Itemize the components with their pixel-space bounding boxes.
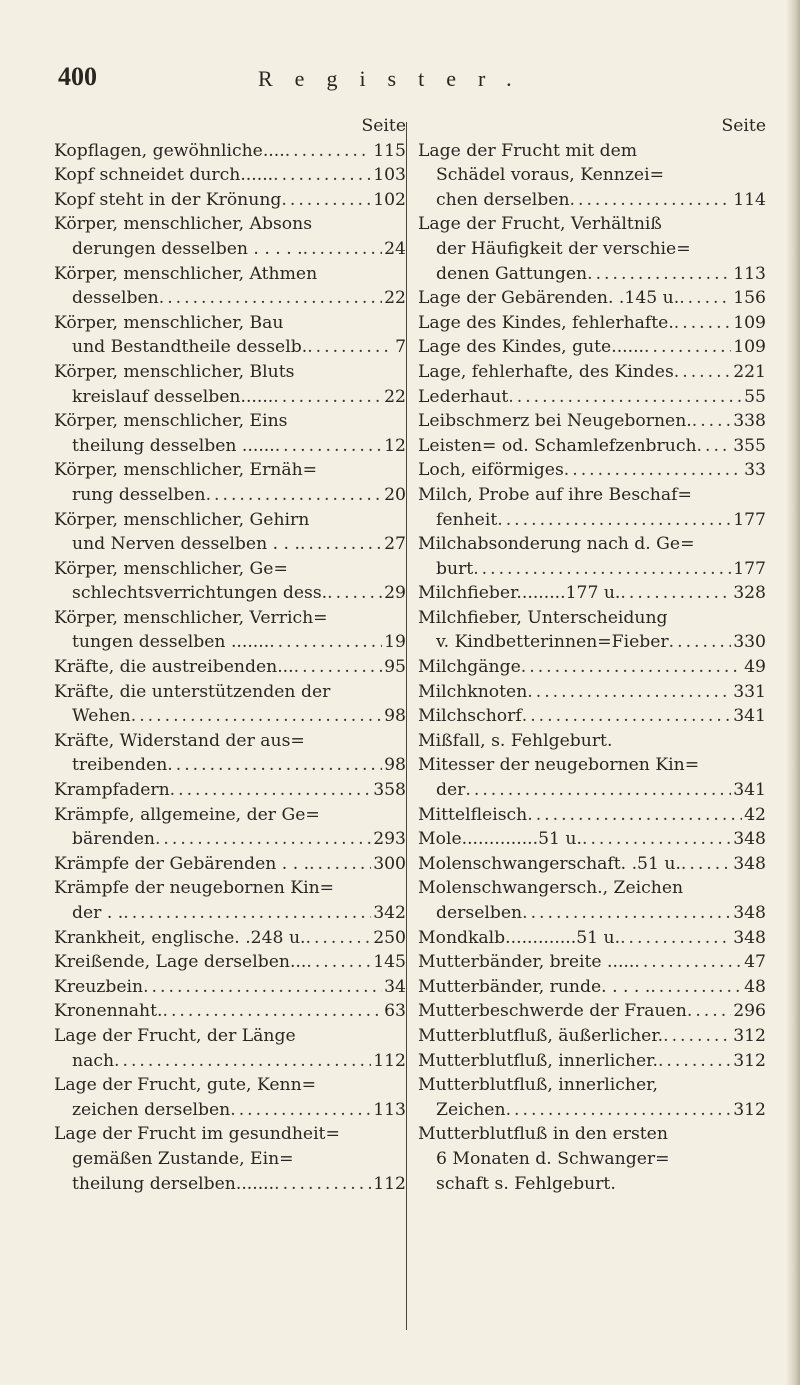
entry-page-number: 348: [733, 853, 766, 874]
entry-page-number: 331: [733, 681, 766, 702]
entry-text: Körper, menschlicher, Bau: [54, 312, 284, 333]
leader-dots: [123, 901, 371, 926]
leader-dots: [570, 188, 732, 213]
index-entry: [54, 409, 406, 458]
leader-dots: [206, 483, 383, 508]
entry-text: schlechtsverrichtungen dess.: [72, 583, 328, 604]
entry-text: Mutterblutfluß, innerlicher,: [418, 1075, 658, 1096]
entry-text: Lage des Kindes, gute......: [418, 337, 645, 358]
entry-text: Lage der Frucht, Verhältniß: [418, 214, 662, 235]
leader-dots: [465, 778, 731, 803]
index-entry: [418, 581, 766, 606]
entry-page-number: 300: [373, 853, 406, 874]
entry-text: fenheit: [436, 509, 498, 530]
leader-dots: [114, 1049, 371, 1074]
entry-text: Leisten= od. Schamlefzenbruch: [418, 435, 697, 456]
entry-text: Lage des Kindes, fehlerhafte.: [418, 312, 674, 333]
index-entry: [54, 606, 406, 655]
leader-dots: [508, 385, 742, 410]
entry-page-number: 348: [733, 903, 766, 923]
index-entry: [418, 458, 766, 483]
entry-page-number: 293: [373, 829, 406, 850]
entry-page-number: 312: [733, 1099, 766, 1120]
entry-text: Lage der Frucht, der Länge: [54, 1025, 296, 1046]
leader-dots: [306, 950, 371, 975]
entry-text: Körper, menschlicher, Gehirn: [54, 509, 310, 530]
entry-text: der Häufigkeit der verschie=: [436, 238, 691, 259]
index-entry: [418, 532, 766, 581]
entry-text: rung desselben: [72, 484, 206, 505]
leader-dots: [285, 139, 371, 164]
leader-dots: [309, 852, 371, 877]
entry-page-number: 113: [373, 1099, 406, 1120]
entry-text: bärenden: [72, 829, 155, 850]
entry-page-number: 33: [744, 460, 766, 481]
entry-text: Kreuzbein: [54, 976, 144, 997]
leader-dots: [327, 581, 382, 606]
entry-page-number: 145: [373, 952, 406, 973]
index-column-left: [54, 114, 406, 1196]
leader-dots: [663, 1024, 731, 1049]
leader-dots: [687, 999, 731, 1024]
index-entry: [54, 1122, 406, 1196]
leader-dots: [131, 704, 382, 729]
leader-dots: [692, 409, 731, 434]
index-entry: [418, 606, 766, 655]
entry-page-number: 348: [733, 927, 766, 948]
index-entry: [418, 360, 766, 385]
leader-dots: [527, 680, 731, 705]
entry-text: Schädel voraus, Kennzei=: [436, 165, 665, 186]
entry-text: Mole..............51 u.: [418, 829, 582, 850]
entry-page-number: 114: [733, 189, 766, 210]
entry-text: Mutterblutfluß, äußerlicher.: [418, 1025, 664, 1046]
index-entry: [418, 311, 766, 336]
leader-dots: [697, 434, 732, 459]
entry-page-number: 49: [744, 657, 766, 678]
entry-text: zeichen derselben: [72, 1099, 231, 1120]
entry-text: Körper, menschlicher, Athmen: [54, 263, 318, 284]
index-entry: [418, 852, 766, 877]
leader-dots: [658, 1049, 731, 1074]
entry-text: der: [436, 780, 466, 801]
leader-dots: [506, 1098, 732, 1123]
entry-page-number: 103: [373, 165, 406, 186]
entry-text: Mitesser der neugebornen Kin=: [418, 755, 700, 776]
entry-text: nach: [72, 1050, 115, 1071]
entry-page-number: 19: [384, 632, 406, 653]
entry-text: Krämpfe, allgemeine, der Ge=: [54, 804, 320, 825]
entry-page-number: 221: [733, 361, 766, 382]
leader-dots: [294, 655, 383, 680]
entry-text: derungen desselben . . . . .: [72, 238, 303, 259]
entry-page-number: 177: [733, 509, 766, 530]
entry-text: Loch, eiförmiges: [418, 460, 564, 481]
seite-label: Seite: [361, 116, 406, 136]
entry-text: desselben: [72, 288, 159, 309]
entry-page-number: 341: [733, 780, 766, 801]
entry-page-number: 22: [384, 386, 406, 407]
entry-page-number: 358: [373, 780, 406, 801]
entry-page-number: 42: [744, 804, 766, 825]
leader-dots: [582, 827, 731, 852]
page-number: 400: [58, 62, 97, 91]
index-entry: [418, 999, 766, 1024]
entry-page-number: 250: [373, 927, 406, 948]
entry-page-number: 177: [733, 558, 766, 579]
leader-dots: [527, 803, 742, 828]
index-entry: [418, 409, 766, 434]
index-entry: [418, 803, 766, 828]
entry-text: der . .: [72, 903, 124, 923]
index-entry: [54, 950, 406, 975]
entry-page-number: 312: [733, 1050, 766, 1071]
leader-dots: [620, 581, 731, 606]
index-entry: [54, 926, 406, 951]
entry-text: theilung desselben ......: [72, 435, 275, 456]
index-entry: [418, 655, 766, 680]
index-entry: [54, 139, 406, 164]
index-entry: [54, 458, 406, 507]
entry-page-number: 98: [384, 706, 406, 727]
leader-dots: [170, 778, 372, 803]
index-entry: [54, 655, 406, 680]
index-entry: [418, 212, 766, 286]
entry-text: Kräfte, Widerstand der aus=: [54, 730, 305, 751]
index-entry: [54, 975, 406, 1000]
index-entry: [54, 680, 406, 729]
entry-page-number: 312: [733, 1025, 766, 1046]
entry-page-number: 7: [395, 337, 406, 358]
index-entry: [54, 876, 406, 925]
entry-page-number: 55: [744, 386, 766, 407]
entry-page-number: 22: [384, 288, 406, 309]
leader-dots: [674, 311, 731, 336]
entry-text: Kreißende, Lage derselben...: [54, 952, 307, 973]
leader-dots: [634, 950, 742, 975]
entry-text: Körper, menschlicher, Ge=: [54, 558, 288, 579]
entry-text: Milchschorf: [418, 706, 522, 727]
index-entry: [54, 311, 406, 360]
entry-text: Körper, menschlicher, Verrich=: [54, 607, 328, 628]
entry-text: 6 Monaten d. Schwanger=: [436, 1148, 670, 1169]
entry-text: Krampfadern: [54, 780, 170, 801]
entry-text: Lage der Frucht mit dem: [418, 140, 638, 161]
entry-text: Mutterbänder, breite .....: [418, 952, 635, 973]
entry-text: Mißfall, s. Fehlgeburt.: [418, 730, 613, 751]
entry-page-number: 20: [384, 484, 406, 505]
index-entry: [418, 729, 766, 754]
index-entry: [54, 212, 406, 261]
leader-dots: [679, 286, 731, 311]
entry-page-number: 27: [384, 534, 406, 555]
entry-page-number: 355: [733, 435, 766, 456]
leader-dots: [305, 926, 371, 951]
entry-text: v. Kindbetterinnen=Fieber: [436, 632, 669, 653]
seite-label: Seite: [721, 116, 766, 136]
leader-dots: [162, 999, 382, 1024]
entry-text: Lage der Frucht, gute, Kenn=: [54, 1075, 317, 1096]
index-entry: [54, 852, 406, 877]
leader-dots: [273, 385, 382, 410]
index-entry: [418, 385, 766, 410]
entry-page-number: 112: [373, 1173, 406, 1194]
leader-dots: [307, 335, 393, 360]
index-entry: [418, 926, 766, 951]
entry-text: Lage, fehlerhafte, des Kindes: [418, 361, 674, 382]
entry-page-number: 113: [733, 263, 766, 284]
entry-text: Milchfieber, Unterscheidung: [418, 607, 668, 628]
leader-dots: [650, 975, 742, 1000]
leader-dots: [473, 557, 731, 582]
entry-text: Milch, Probe auf ihre Beschaf=: [418, 484, 692, 505]
entry-text: Milchfieber.........177 u.: [418, 583, 621, 604]
entry-text: gemäßen Zustande, Ein=: [72, 1148, 294, 1169]
entry-page-number: 342: [373, 903, 406, 923]
entry-page-number: 34: [384, 976, 406, 997]
entry-text: Kopf steht in der Krönung: [54, 189, 282, 210]
index-entry: [418, 827, 766, 852]
entry-page-number: 102: [373, 189, 406, 210]
entry-text: Kopflagen, gewöhnliche....: [54, 140, 285, 161]
entry-text: tungen desselben .......: [72, 632, 270, 653]
index-column-right: [418, 114, 766, 1196]
entry-text: Mutterblutfluß, innerlicher.: [418, 1050, 658, 1071]
index-entry: [418, 975, 766, 1000]
entry-page-number: 109: [733, 312, 766, 333]
entry-page-number: 112: [373, 1050, 406, 1071]
leader-dots: [281, 188, 371, 213]
entry-page-number: 115: [373, 140, 406, 161]
index-entry: [418, 1122, 766, 1196]
leader-dots: [564, 458, 742, 483]
leader-dots: [300, 532, 382, 557]
leader-dots: [275, 434, 382, 459]
entry-text: Molenschwangersch., Zeichen: [418, 878, 684, 899]
entry-page-number: 98: [384, 755, 406, 776]
entry-text: Kronennaht.: [54, 1001, 163, 1022]
leader-dots: [155, 827, 371, 852]
index-entry: [418, 335, 766, 360]
leader-dots: [620, 926, 731, 951]
index-entry: [418, 704, 766, 729]
leader-dots: [167, 753, 382, 778]
leader-dots: [230, 1098, 371, 1123]
index-entry: [418, 1049, 766, 1074]
index-entry: [54, 1073, 406, 1122]
leader-dots: [669, 630, 732, 655]
leader-dots: [269, 630, 382, 655]
leader-dots: [522, 704, 731, 729]
entry-text: Mondkalb.............51 u.: [418, 927, 621, 948]
entry-text: denen Gattungen: [436, 263, 588, 284]
leader-dots: [644, 335, 731, 360]
entry-text: Mittelfleisch: [418, 804, 528, 825]
entry-text: Molenschwangerschaft. .51 u.: [418, 853, 681, 874]
leader-dots: [522, 901, 731, 926]
leader-dots: [674, 360, 731, 385]
leader-dots: [303, 237, 383, 262]
entry-text: Lage der Gebärenden. .145 u.: [418, 288, 680, 309]
entry-text: Milchgänge: [418, 657, 521, 678]
column-divider: [406, 122, 407, 1330]
index-entry: [54, 999, 406, 1024]
entry-text: Lederhaut: [418, 386, 509, 407]
entry-text: theilung derselben.......: [72, 1173, 275, 1194]
entry-page-number: 95: [384, 657, 406, 678]
entry-text: burt: [436, 558, 474, 579]
entry-text: Wehen: [72, 706, 131, 727]
index-entry: [418, 950, 766, 975]
index-entry: [54, 163, 406, 188]
entry-text: und Bestandtheile desselb.: [72, 337, 308, 358]
entry-text: Krämpfe der Gebärenden . . .: [54, 853, 310, 874]
index-entry: [418, 1024, 766, 1049]
leader-dots: [143, 975, 382, 1000]
leader-dots: [159, 286, 382, 311]
entry-page-number: 63: [384, 1001, 406, 1022]
index-entry: [54, 1024, 406, 1073]
index-entry: [418, 753, 766, 802]
index-entry: [54, 557, 406, 606]
index-entry: [54, 508, 406, 557]
index-entry: [54, 803, 406, 852]
entry-text: Körper, menschlicher, Eins: [54, 411, 288, 432]
leader-dots: [521, 655, 742, 680]
index-entry: [54, 188, 406, 213]
entry-text: Milchknoten: [418, 681, 528, 702]
entry-page-number: 29: [384, 583, 406, 604]
index-entry: [418, 876, 766, 925]
entry-text: Zeichen: [436, 1099, 506, 1120]
index-entry: [418, 286, 766, 311]
entry-page-number: 109: [733, 337, 766, 358]
page-header: [0, 62, 800, 102]
entry-page-number: 296: [733, 1001, 766, 1022]
leader-dots: [587, 262, 731, 287]
entry-text: Mutterbeschwerde der Frauen: [418, 1001, 687, 1022]
entry-page-number: 24: [384, 238, 406, 259]
leader-dots: [273, 163, 371, 188]
entry-text: Leibschmerz bei Neugebornen.: [418, 411, 692, 432]
entry-page-number: 47: [744, 952, 766, 973]
entry-text: chen derselben: [436, 189, 570, 210]
index-entry: [418, 483, 766, 532]
entry-text: Lage der Frucht im gesundheit=: [54, 1124, 340, 1145]
index-entry: [54, 262, 406, 311]
index-entry: [418, 680, 766, 705]
entry-page-number: 156: [733, 288, 766, 309]
entry-text: Kräfte, die austreibenden...: [54, 657, 294, 678]
entry-text: Krankheit, englische. .248 u.: [54, 927, 306, 948]
entry-text: Körper, menschlicher, Ernäh=: [54, 460, 318, 481]
entry-text: Körper, menschlicher, Absons: [54, 214, 313, 235]
entry-text: Milchabsonderung nach d. Ge=: [418, 534, 695, 555]
entry-text: Mutterblutfluß in den ersten: [418, 1124, 668, 1145]
entry-text: Kräfte, die unterstützenden der: [54, 681, 331, 702]
index-entry: [418, 1073, 766, 1122]
entry-text: kreislauf desselben......: [72, 386, 274, 407]
leader-dots: [497, 508, 731, 533]
entry-text: Mutterbänder, runde. . . . .: [418, 976, 651, 997]
index-entry: [54, 729, 406, 778]
entry-page-number: 330: [733, 632, 766, 653]
index-entry: [54, 778, 406, 803]
entry-text: Körper, menschlicher, Bluts: [54, 361, 295, 382]
entry-text: Kopf schneidet durch......: [54, 165, 274, 186]
entry-text: und Nerven desselben . . .: [72, 534, 300, 555]
leader-dots: [274, 1172, 371, 1197]
index-entry: [418, 434, 766, 459]
entry-text: derselben: [436, 903, 523, 923]
page-edge: [786, 0, 800, 1385]
entry-text: treibenden: [72, 755, 168, 776]
entry-page-number: 328: [733, 583, 766, 604]
index-entry: [418, 139, 766, 213]
entry-text: Krämpfe der neugebornen Kin=: [54, 878, 335, 899]
running-head: Register.: [258, 66, 534, 91]
index-entry: [54, 360, 406, 409]
entry-text: schaft s. Fehlgeburt.: [436, 1173, 616, 1194]
leader-dots: [681, 852, 731, 877]
entry-page-number: 338: [733, 411, 766, 432]
entry-page-number: 341: [733, 706, 766, 727]
entry-page-number: 348: [733, 829, 766, 850]
entry-page-number: 48: [744, 976, 766, 997]
entry-page-number: 12: [384, 435, 406, 456]
